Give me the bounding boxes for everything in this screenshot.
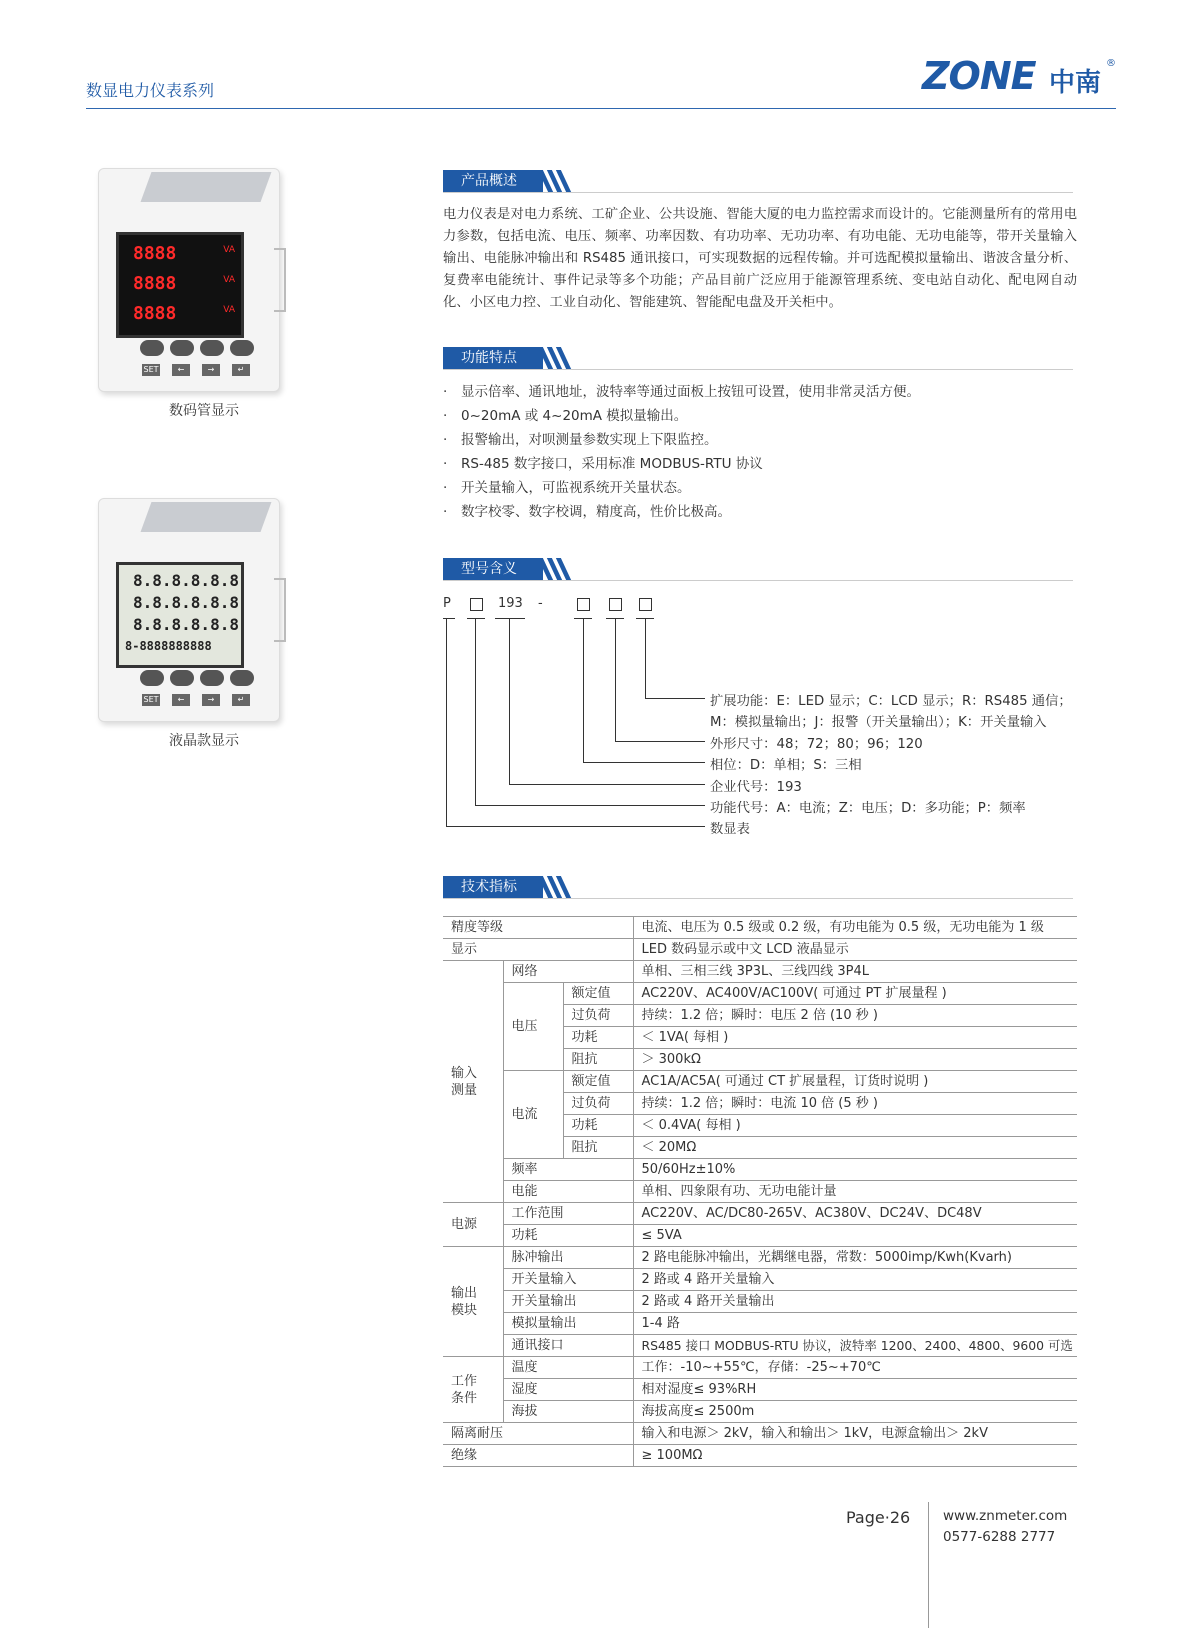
stripe-decoration: [539, 347, 579, 369]
model-code: 193: [498, 596, 523, 611]
lcd-row: 8.8.8.8.8.8: [133, 593, 239, 612]
model-diagram: [443, 594, 1083, 844]
overview-text: 电力仪表是对电力系统、工矿企业、公共设施、智能大厦的电力监控需求而设计的。它能测量所有的常用电力参数，包括电流、电压、频率、功率因数、有功功率、无功功率、有功电能、无功电能等，带开关量输入输出、电能脉冲输出和 RS485 通讯接口，可实现数据的远程传输。并可选配模拟量输出、谐波含量分析、复费率电能统计、事件记录等多个功能；产品目前广泛应用于能源管理系统、变电站自动化、配电网自动化、小区电力控、工业自动化、智能建筑、智能配电盘及开关柜中。: [443, 207, 1077, 310]
meter-button: [140, 670, 164, 686]
meter-button: [170, 340, 194, 356]
table-row: 显示 LED 数码显示或中文 LCD 液晶显示: [443, 939, 1077, 961]
model-dash: -: [538, 596, 543, 611]
model-slot: [470, 598, 483, 611]
page-number: Page·26: [846, 1508, 911, 1527]
lcd-meter-image: [90, 498, 284, 728]
stripe-decoration: [539, 876, 579, 898]
enter-icon: ↵: [232, 694, 250, 706]
meter-side-clip: [274, 578, 286, 642]
meter-side-clip: [274, 248, 286, 312]
logo-reg: ®: [1106, 58, 1116, 69]
section-title: 功能特点: [443, 347, 543, 369]
footer-contact: [943, 1506, 1067, 1548]
table-row: 湿度 相对湿度≤ 93%RH: [443, 1379, 1077, 1401]
left-arrow-icon: ←: [172, 694, 190, 706]
model-label-extension-2: M：模拟量输出；J：报警（开关量输出）；K：开关量输入: [710, 715, 1047, 730]
table-row: 电能 单相、四象限有功、无功电能计量: [443, 1181, 1077, 1203]
right-arrow-icon: →: [202, 694, 220, 706]
spec-table: [443, 916, 1077, 1467]
lcd-row: 8.8.8.8.8.8: [133, 615, 239, 634]
list-item: · 数字校零、数字校调，精度高，性价比极高。: [443, 500, 1083, 524]
model-slot: [609, 598, 622, 611]
lcd-screen: [116, 562, 244, 668]
table-row: 隔离耐压 输入和电源＞ 2kV，输入和输出＞ 1kV，电源盒输出＞ 2kV: [443, 1423, 1077, 1445]
table-row: 开关量输出 2 路或 4 路开关量输出: [443, 1291, 1077, 1313]
table-row: 功耗 ≤ 5VA: [443, 1225, 1077, 1247]
list-item: · 报警输出，对呗测量参数实现上下限监控。: [443, 428, 1083, 452]
website-link[interactable]: www.znmeter.com: [943, 1508, 1068, 1524]
series-title: 数显电力仪表系列: [86, 81, 215, 100]
table-row: 输出 模块 脉冲输出 2 路电能脉冲输出，光耦继电器，常数：5000imp/Kwh(Kvarh): [443, 1247, 1077, 1269]
table-row: 输入 测量 网络 单相、三相三线 3P3L、三线四线 3P4L: [443, 961, 1077, 983]
meter-button: [230, 670, 254, 686]
table-row: 阻抗 ＜ 20MΩ: [443, 1137, 1077, 1159]
meter-buttons: [140, 340, 260, 360]
stripe-decoration: [539, 170, 579, 192]
meter-button: [230, 340, 254, 356]
list-item: · 开关量输入，可监视系统开关量状态。: [443, 476, 1083, 500]
led-meter-image: [90, 168, 284, 398]
header-rule: [86, 108, 1116, 109]
table-row: 过负荷 持续：1.2 倍；瞬时：电压 2 倍 (10 秒 ): [443, 1005, 1077, 1027]
section-header-features: [443, 347, 1073, 369]
table-row: 精度等级 电流、电压为 0.5 级或 0.2 级，有功电能为 0.5 级，无功电能为 1 级: [443, 917, 1077, 939]
table-row: 电流 额定值 AC1A/AC5A( 可通过 CT 扩展量程，订货时说明 ): [443, 1071, 1077, 1093]
led-unit: VA: [223, 245, 235, 255]
model-label-phase: 相位：D：单相；S：三相: [710, 758, 862, 773]
section-title: 技术指标: [443, 876, 543, 898]
led-row: 8888: [133, 303, 177, 324]
left-arrow-icon: ←: [172, 364, 190, 376]
model-label-size: 外形尺寸：48；72；80；96；120: [710, 737, 923, 752]
table-row: 电源 工作范围 AC220V、AC/DC80-265V、AC380V、DC24V、DC48V: [443, 1203, 1077, 1225]
table-row: 模拟量输出 1-4 路: [443, 1313, 1077, 1335]
section-header-tech: [443, 876, 1073, 898]
lcd-row: 8.8.8.8.8.8: [133, 571, 239, 590]
meter-button: [170, 670, 194, 686]
section-title: 产品概述: [443, 170, 543, 192]
table-row: 频率 50/60Hz±10%: [443, 1159, 1077, 1181]
feature-list: [443, 380, 1083, 524]
meter-button: [200, 340, 224, 356]
model-label-meter: 数显表: [710, 822, 750, 837]
brand-logo: [922, 52, 1122, 102]
table-row: 绝缘 ≥ 100MΩ: [443, 1445, 1077, 1467]
table-row: 阻抗 ＞ 300kΩ: [443, 1049, 1077, 1071]
table-row: 功耗 ＜ 1VA( 每相 ): [443, 1027, 1077, 1049]
meter-key-labels: [140, 694, 260, 708]
led-row: 8888: [133, 243, 177, 264]
table-row: 功耗 ＜ 0.4VA( 每相 ): [443, 1115, 1077, 1137]
lcd-row: 8-8888888888: [125, 639, 212, 653]
set-key-label: SET: [143, 365, 159, 374]
model-label-company: 企业代号：193: [710, 780, 802, 795]
stripe-decoration: [539, 558, 579, 580]
meter-buttons: [140, 670, 260, 690]
product-caption-lcd: 液晶款显示: [169, 733, 239, 749]
logo-en: ZONE: [922, 54, 1036, 98]
table-row: 开关量输入 2 路或 4 路开关量输入: [443, 1269, 1077, 1291]
set-key-label: SET: [143, 695, 159, 704]
section-title: 型号含义: [443, 558, 543, 580]
list-item: · RS-485 数字接口，采用标准 MODBUS-RTU 协议: [443, 452, 1083, 476]
model-slot: [577, 598, 590, 611]
list-item: · 显示倍率、通讯地址，波特率等通过面板上按钮可设置，使用非常灵活方便。: [443, 380, 1083, 404]
table-row: 通讯接口 RS485 接口 MODBUS-RTU 协议，波特率 1200、2400、4800、9600 可选: [443, 1335, 1077, 1357]
meter-top-panel: [141, 172, 272, 202]
led-row: 8888: [133, 273, 177, 294]
logo-cn: 中南: [1049, 68, 1102, 98]
model-slot: [639, 598, 652, 611]
phone-number: 0577-6288 2777: [943, 1529, 1056, 1545]
led-unit: VA: [223, 275, 235, 285]
model-prefix: P: [443, 596, 451, 611]
section-header-overview: [443, 170, 1073, 192]
led-unit: VA: [223, 305, 235, 315]
right-arrow-icon: →: [202, 364, 220, 376]
footer-divider: [928, 1502, 929, 1628]
led-screen: [116, 232, 244, 338]
meter-button: [200, 670, 224, 686]
list-item: · 0~20mA 或 4~20mA 模拟量输出。: [443, 404, 1083, 428]
product-caption-led: 数码管显示: [169, 403, 239, 419]
table-row: 海拔 海拔高度≤ 2500m: [443, 1401, 1077, 1423]
enter-icon: ↵: [232, 364, 250, 376]
table-row: 电压 额定值 AC220V、AC400V/AC100V( 可通过 PT 扩展量程 ): [443, 983, 1077, 1005]
meter-key-labels: [140, 364, 260, 378]
table-row: 工作 条件 温度 工作：-10~+55℃，存储：-25~+70℃: [443, 1357, 1077, 1379]
meter-top-panel: [141, 502, 272, 532]
meter-button: [140, 340, 164, 356]
section-header-model: [443, 558, 1073, 580]
model-label-extension: 扩展功能：E：LED 显示；C：LCD 显示；R：RS485 通信；: [710, 694, 1072, 709]
table-row: 过负荷 持续：1.2 倍；瞬时：电流 10 倍 (5 秒 ): [443, 1093, 1077, 1115]
model-label-function: 功能代号：A：电流；Z：电压；D：多功能；P：频率: [710, 801, 1026, 816]
